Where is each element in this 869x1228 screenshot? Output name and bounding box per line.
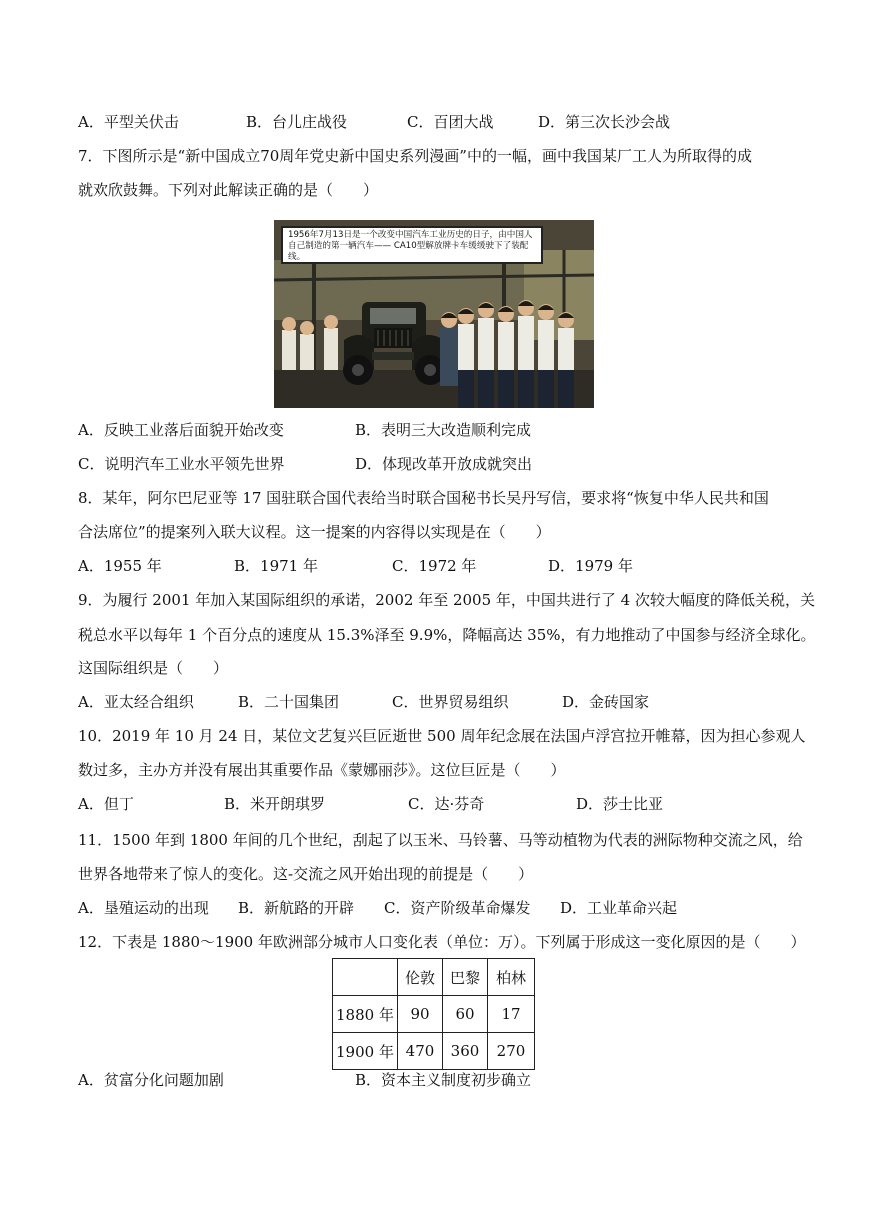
q9-stem-line1: 9．为履行 2001 年加入某国际组织的承诺，2002 年至 2005 年，中国共进行了 4 次较大幅度的降低关税，关 (78, 591, 815, 609)
table-cell: 1880 年 (333, 996, 398, 1033)
q7-comic-image (274, 220, 594, 408)
table-row (333, 1033, 535, 1070)
table-cell: 17 (488, 996, 535, 1033)
table-cell: 60 (443, 996, 488, 1033)
table-cell: 270 (488, 1033, 535, 1070)
q9-stem-line2: 税总水平以每年 1 个百分点的速度从 15.3%泽至 9.9%，降幅高达 35%，有力地推动了中国参与经济全球化。 (78, 626, 816, 644)
q9-option-b: B．二十国集团 (238, 693, 340, 711)
table-cell: 90 (398, 996, 443, 1033)
q11-option-a: A．垦殖运动的出现 (78, 899, 209, 917)
q8-stem-line1: 8．某年，阿尔巴尼亚等 17 国驻联合国代表给当时联合国秘书长吴丹写信，要求将“恢复中华人民共和国 (78, 489, 769, 507)
q7-stem-line2: 就欢欣鼓舞。下列对此解读正确的是（ ） (78, 181, 379, 199)
q11-option-b: B．新航路的开辟 (238, 899, 355, 917)
population-table (332, 958, 535, 1070)
table-row (333, 996, 535, 1033)
table-header-cell: 伦敦 (398, 959, 443, 996)
q12-option-a: A．贫富分化问题加剧 (78, 1071, 224, 1089)
q8-option-a: A．1955 年 (78, 557, 162, 575)
q12-option-b: B．资本主义制度初步确立 (355, 1071, 532, 1089)
q8-option-d: D．1979 年 (548, 557, 633, 575)
q8-option-c: C．1972 年 (392, 557, 477, 575)
q6-option-d: D．第三次长沙会战 (538, 113, 671, 131)
q8-stem-line2: 合法席位”的提案列入联大议程。这一提案的内容得以实现是在（ ） (78, 523, 551, 541)
q7-option-d: D．体现改革开放成就突出 (355, 455, 533, 473)
q7-option-a: A．反映工业落后面貌开始改变 (78, 421, 284, 439)
q10-option-c: C．达·芬奇 (408, 795, 485, 813)
q9-option-d: D．金砖国家 (562, 693, 650, 711)
q6-option-a: A．平型关伏击 (78, 113, 179, 131)
q9-option-c: C．世界贸易组织 (392, 693, 509, 711)
q6-option-c: C．百团大战 (407, 113, 494, 131)
comic-caption: 1956年7月13日是一个改变中国汽车工业历史的日子，由中国人自己制造的第一辆汽车—— CA10型解放牌卡车缓缓驶下了装配线。 (281, 226, 543, 264)
table-cell: 360 (443, 1033, 488, 1070)
q9-stem-line3: 这国际组织是（ ） (78, 659, 229, 677)
q7-stem-line1: 7．下图所示是“新中国成立70周年党史新中国史系列漫画”中的一幅，画中我国某厂工人为所取得的成 (78, 147, 752, 165)
q10-option-b: B．米开朗琪罗 (224, 795, 326, 813)
q9-option-a: A．亚太经合组织 (78, 693, 194, 711)
q12-stem-line1: 12．下表是 1880～1900 年欧洲部分城市人口变化表（单位：万）。下列属于形成这一变化原因的是（ ） (78, 933, 806, 951)
q6-option-b: B．台儿庄战役 (246, 113, 348, 131)
q11-option-d: D．工业革命兴起 (560, 899, 678, 917)
q8-option-b: B．1971 年 (234, 557, 318, 575)
q7-option-b: B．表明三大改造顺利完成 (355, 421, 532, 439)
q11-stem-line2: 世界各地带来了惊人的变化。这-交流之风开始出现的前提是（ ） (78, 865, 534, 883)
q10-option-a: A．但丁 (78, 795, 134, 813)
table-header-cell: 柏林 (488, 959, 535, 996)
q7-option-c: C．说明汽车工业水平领先世界 (78, 455, 285, 473)
q10-option-d: D．莎士比亚 (576, 795, 664, 813)
table-header-cell: 巴黎 (443, 959, 488, 996)
q11-stem-line1: 11．1500 年到 1800 年间的几个世纪，刮起了以玉米、马铃薯、马等动植物为代表的洲际物种交流之风，给 (78, 831, 803, 849)
q11-option-c: C．资产阶级革命爆发 (384, 899, 531, 917)
table-cell: 1900 年 (333, 1033, 398, 1070)
q10-stem-line1: 10．2019 年 10 月 24 日，某位文艺复兴巨匠逝世 500 周年纪念展在法国卢浮宫拉开帷幕，因为担心参观人 (78, 727, 806, 745)
q10-stem-line2: 数过多，主办方并没有展出其重要作品《蒙娜丽莎》。这位巨匠是（ ） (78, 761, 566, 779)
table-header-row (333, 959, 535, 996)
table-header-cell (333, 959, 398, 996)
table-cell: 470 (398, 1033, 443, 1070)
